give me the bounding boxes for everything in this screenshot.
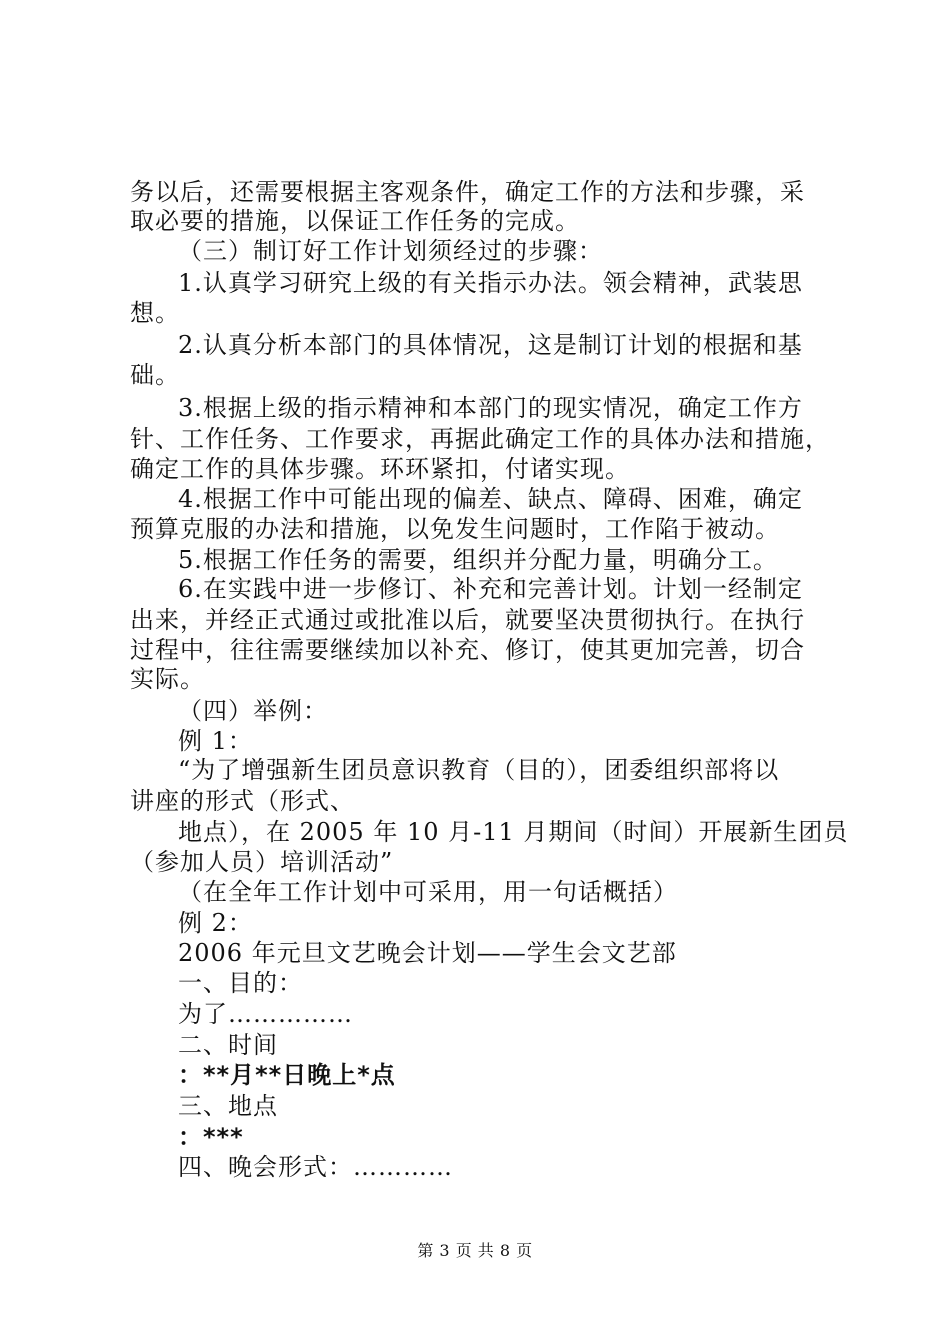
body-line: 务以后，还需要根据主客观条件，确定工作的方法和步骤，采 [130, 178, 805, 206]
plan-item: 为了…………… [178, 1000, 353, 1028]
page-number-footer: 第 3 页 共 8 页 [417, 1241, 533, 1260]
list-item: 3.根据上级的指示精神和本部门的现实情况，确定工作方 [178, 394, 803, 422]
section-heading: （四）举例： [178, 697, 328, 725]
note-line: （在全年工作计划中可采用，用一句话概括） [178, 878, 678, 906]
body-line: 取必要的措施，以保证工作任务的完成。 [130, 207, 580, 235]
quote-line: “为了增强新生团员意识教育（目的），团委组织部将以 [178, 756, 780, 784]
plan-item: 一、目的： [178, 969, 303, 997]
body-line: 预算克服的办法和措施，以免发生问题时，工作陷于被动。 [130, 515, 780, 543]
example-label: 例 1： [178, 727, 253, 755]
body-line: 确定工作的具体步骤。环环紧扣，付诸实现。 [130, 455, 630, 483]
plan-item: 二、时间 [178, 1031, 278, 1059]
body-line: 出来，并经正式通过或批准以后，就要坚决贯彻执行。在执行 [130, 606, 805, 634]
quote-line: 地点），在 2005 年 10 月-11 月期间（时间）开展新生团员 [178, 818, 849, 846]
list-item: 4.根据工作中可能出现的偏差、缺点、障碍、困难，确定 [178, 485, 803, 513]
plan-title: 2006 年元旦文艺晚会计划——学生会文艺部 [178, 939, 677, 967]
body-line: 过程中，往往需要继续加以补充、修订，使其更加完善，切合 [130, 636, 805, 664]
plan-item: 三、地点 [178, 1092, 278, 1120]
body-line: 础。 [130, 361, 180, 389]
body-line: 想。 [130, 299, 180, 327]
quote-line: （参加人员）培训活动” [130, 848, 394, 876]
body-line: 针、工作任务、工作要求，再据此确定工作的具体办法和措施， [130, 425, 830, 453]
list-item: 1.认真学习研究上级的有关指示办法。领会精神，武装思 [178, 269, 803, 297]
list-item: 2.认真分析本部门的具体情况，这是制订计划的根据和基 [178, 331, 803, 359]
plan-item: 四、晚会形式：………… [178, 1153, 453, 1181]
plan-item: ：**月**日晚上*点 [178, 1061, 396, 1089]
quote-line: 讲座的形式（形式、 [130, 787, 355, 815]
list-item: 6.在实践中进一步修订、补充和完善计划。计划一经制定 [178, 575, 803, 603]
body-line: 实际。 [130, 665, 205, 693]
plan-item: ：*** [178, 1123, 244, 1151]
example-label: 例 2： [178, 909, 253, 937]
list-item: 5.根据工作任务的需要，组织并分配力量，明确分工。 [178, 546, 778, 574]
section-heading: （三）制订好工作计划须经过的步骤： [178, 237, 603, 265]
